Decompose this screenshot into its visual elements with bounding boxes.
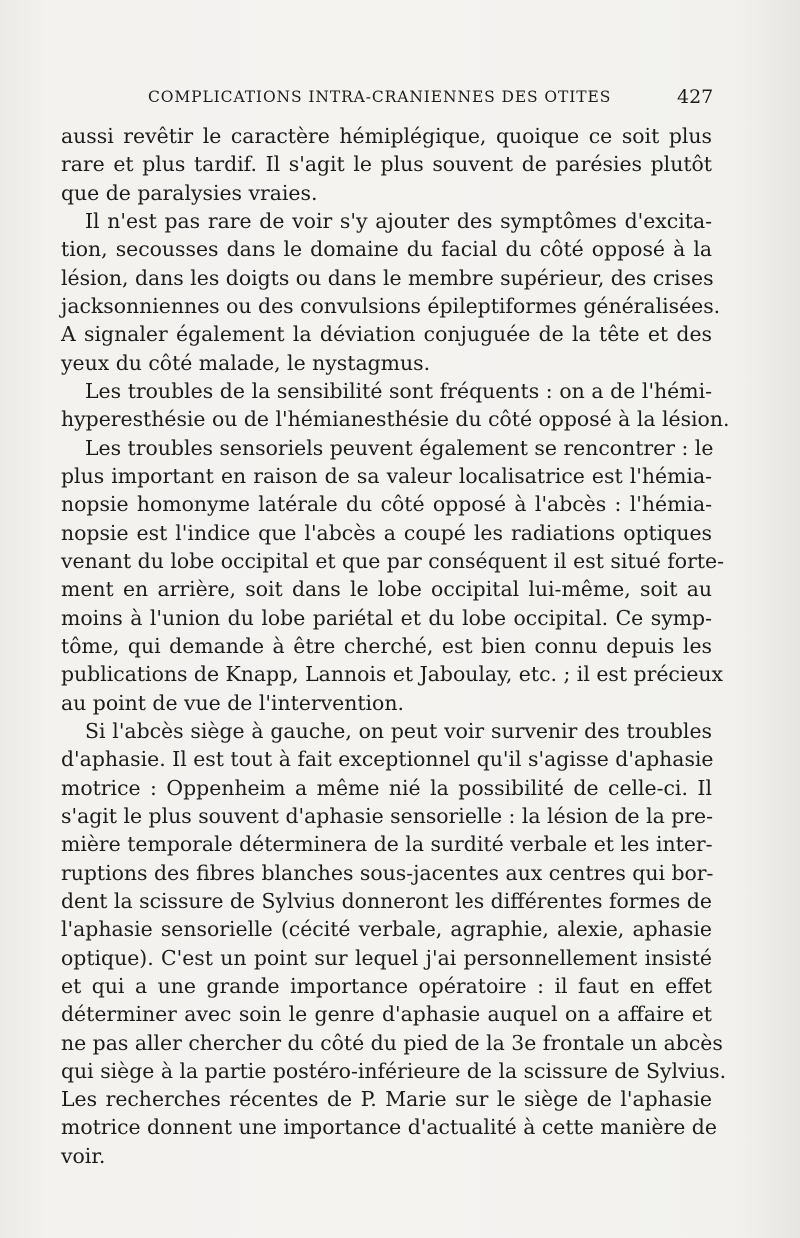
text-line: ne pas aller chercher du côté du pied de la 3e frontale un abcès [61, 1030, 723, 1055]
body-text [61, 122, 730, 1170]
text-line: tôme, qui demande à être cherché, est bien connu depuis les [61, 633, 712, 658]
text-line: A signaler également la déviation conjuguée de la tête et des [61, 322, 712, 347]
text-line: tion, secousses dans le domaine du facial du côté opposé à la [61, 237, 712, 262]
page-header [0, 88, 800, 112]
text-line: déterminer avec soin le genre d'aphasie auquel on a affaire et [61, 1002, 712, 1027]
paragraph-start-line: Les troubles de la sensibilité sont fréquents : on a de l'hémi- [85, 378, 712, 403]
text-line: s'agit le plus souvent d'aphasie sensorielle : la lésion de la pre- [61, 803, 713, 828]
text-line: moins à l'union du lobe pariétal et du lobe occipital. Ce symp- [61, 605, 712, 630]
text-line: mière temporale déterminera de la surdité verbale et les inter- [61, 832, 713, 857]
text-line: motrice : Oppenheim a même nié la possibilité de celle-ci. Il [61, 775, 712, 800]
running-title: COMPLICATIONS INTRA-CRANIENNES DES OTITES [148, 88, 612, 106]
page-number: 427 [677, 86, 714, 108]
text-line: lésion, dans les doigts ou dans le membre supérieur, des crises [61, 265, 714, 290]
text-line: ment en arrière, soit dans le lobe occipital lui-même, soit au [61, 577, 712, 602]
text-line: optique). C'est un point sur lequel j'ai personnellement insisté [61, 945, 712, 970]
text-line: nopsie homonyme latérale du côté opposé à l'abcès : l'hémia- [61, 492, 712, 517]
text-line: d'aphasie. Il est tout à fait exceptionnel qu'il s'agisse d'aphasie [61, 747, 714, 772]
text-line: au point de vue de l'intervention. [61, 690, 404, 715]
text-line: motrice donnent une importance d'actualité à cette manière de [61, 1115, 717, 1140]
text-line: publications de Knapp, Lannois et Jaboulay, etc. ; il est précieux [61, 662, 724, 687]
text-line: yeux du côté malade, le nystagmus. [61, 350, 431, 375]
text-line: venant du lobe occipital et que par conséquent il est situé forte- [61, 548, 724, 573]
text-line: rare et plus tardif. Il s'agit le plus souvent de parésies plutôt [61, 152, 712, 177]
text-line: ruptions des fibres blanches sous-jacentes aux centres qui bor- [61, 860, 714, 885]
text-line: qui siège à la partie postéro-inférieure de la scissure de Sylvius. [61, 1058, 727, 1083]
paragraph-start-line: Si l'abcès siège à gauche, on peut voir survenir des troubles [85, 718, 712, 743]
paragraph-start-line: Les troubles sensoriels peuvent également se rencontrer : le [85, 435, 714, 460]
text-line: jacksonniennes ou des convulsions épileptiformes généralisées. [61, 293, 721, 318]
text-line: Les recherches récentes de P. Marie sur le siège de l'aphasie [61, 1087, 712, 1112]
text-line: dent la scissure de Sylvius donneront les différentes formes de [61, 888, 712, 913]
text-line: voir. [61, 1143, 106, 1168]
text-line: hyperesthésie ou de l'hémianesthésie du côté opposé à la lésion. [61, 407, 730, 432]
text-line: et qui a une grande importance opératoire : il faut en effet [61, 973, 712, 998]
text-line: l'aphasie sensorielle (cécité verbale, agraphie, alexie, aphasie [61, 917, 712, 942]
text-line: plus important en raison de sa valeur localisatrice est l'hémia- [61, 463, 712, 488]
paragraph-start-line: Il n'est pas rare de voir s'y ajouter des symptômes d'excita- [85, 208, 712, 233]
text-line: nopsie est l'indice que l'abcès a coupé les radiations optiques [61, 520, 712, 545]
text-line: que de paralysies vraies. [61, 180, 318, 205]
text-line: aussi revêtir le caractère hémiplégique, quoique ce soit plus [61, 124, 712, 148]
